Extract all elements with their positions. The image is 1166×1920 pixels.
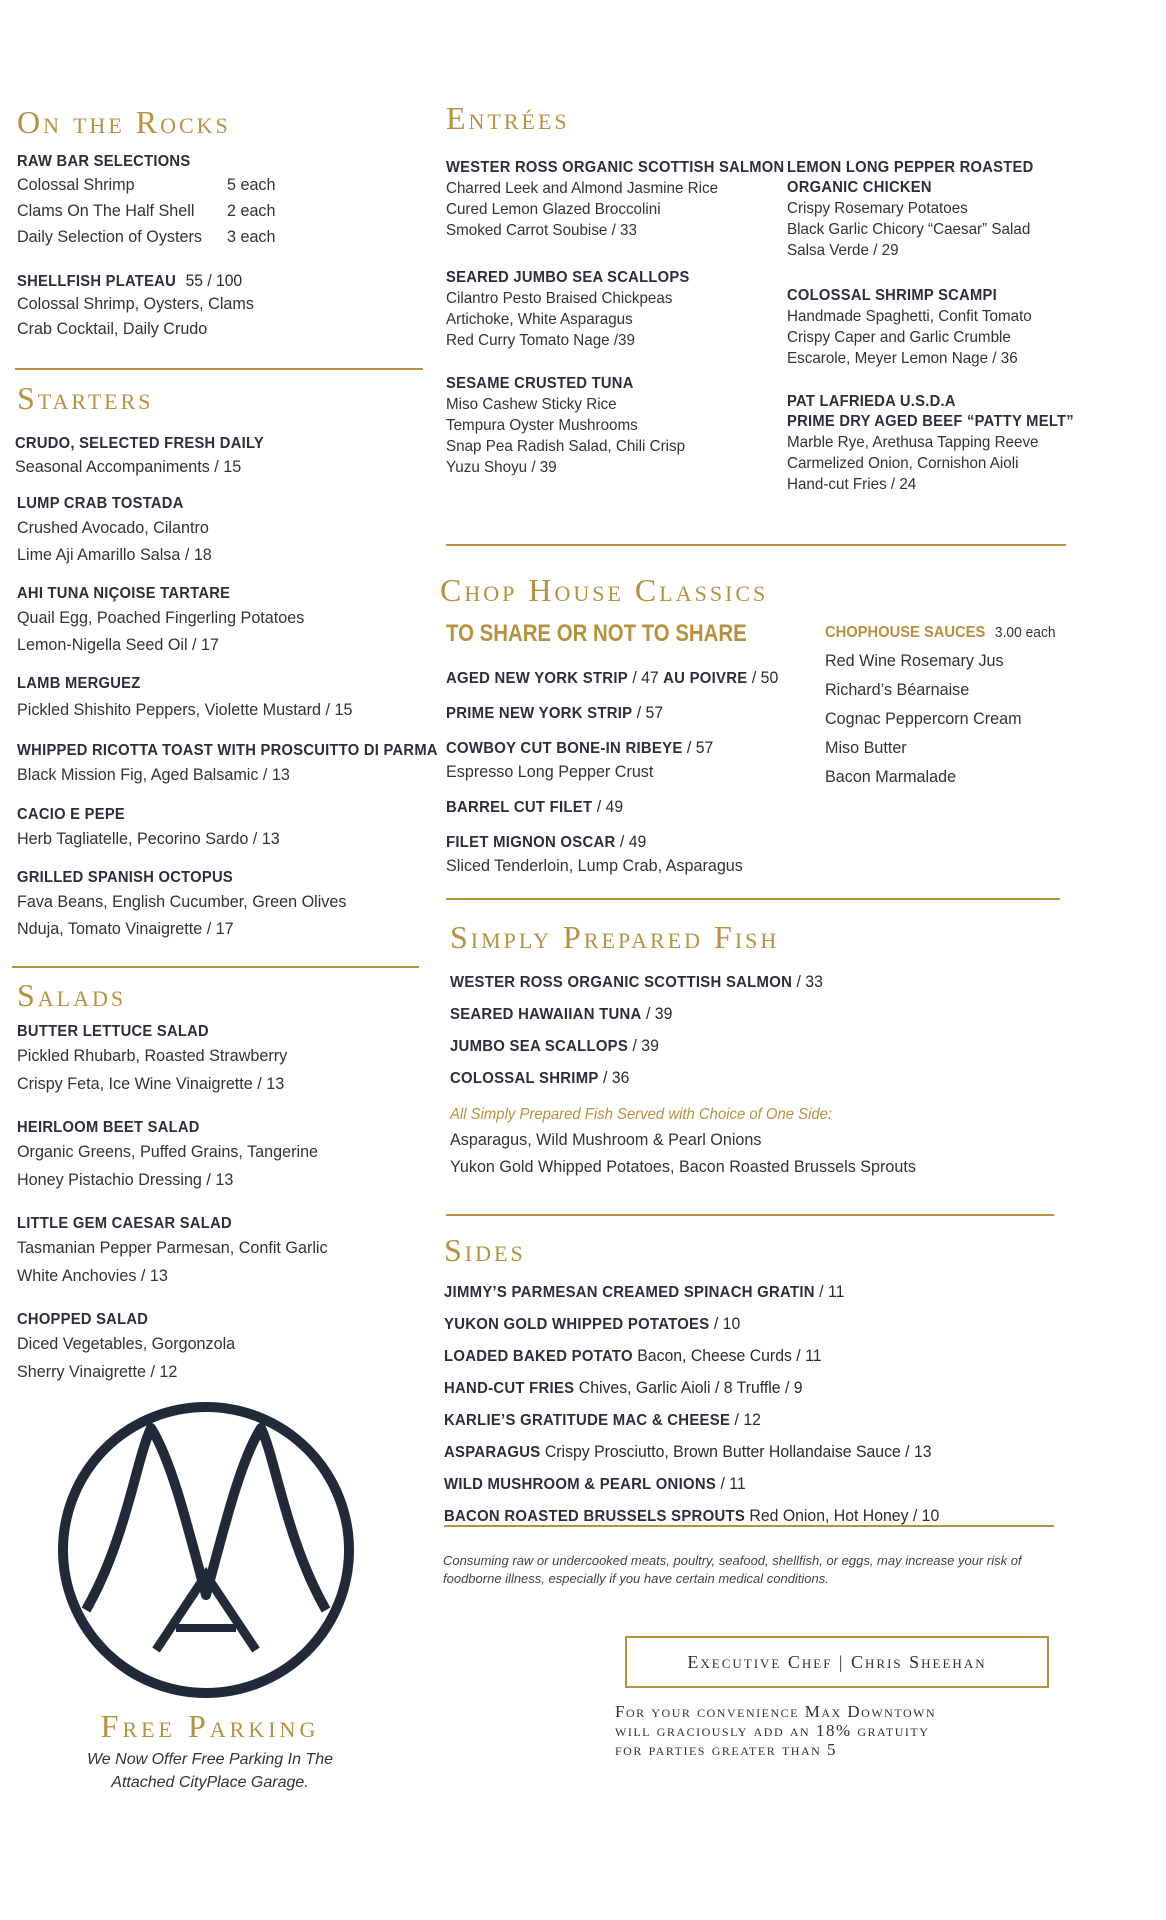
item-desc: Red Curry Tomato Nage /39 [446, 332, 635, 349]
menu-item [17, 584, 319, 658]
item-desc: Crispy Feta, Ice Wine Vinaigrette / 13 [17, 1074, 285, 1093]
side-row [444, 1404, 939, 1436]
item-desc: Seasonal Accompaniments / 15 [15, 457, 242, 476]
fish-heading: Simply Prepared Fish [450, 919, 780, 955]
item-desc: Carmelized Onion, Cornishon Aioli [787, 455, 1019, 472]
steak-name: BARREL CUT FILET [446, 799, 593, 816]
side-name: KARLIE’S GRATITUDE MAC & CHEESE [444, 1412, 731, 1429]
menu-item [446, 374, 698, 478]
steak-name: FILET MIGNON OSCAR [446, 834, 616, 851]
steak-desc: Espresso Long Pepper Crust [446, 762, 654, 781]
disclaimer-line: foodborne illness, especially if you have certain medical conditions. [443, 1571, 829, 1586]
side-row [444, 1308, 939, 1340]
plateau-desc: Colossal Shrimp, Oysters, Clams [17, 294, 254, 313]
side-detail: / 12 [730, 1410, 761, 1429]
item-title: PRIME DRY AGED BEEF “PATTY MELT” [787, 413, 1074, 430]
item-title: LITTLE GEM CAESAR SALAD [17, 1215, 232, 1232]
fish-price: / 39 [641, 1004, 673, 1023]
item-desc: Marble Rye, Arethusa Tapping Reeve [787, 434, 1039, 451]
fish-row [450, 966, 906, 998]
fish-name: JUMBO SEA SCALLOPS [450, 1038, 629, 1055]
share-subtitle [446, 620, 800, 648]
side-detail: Red Onion, Hot Honey / 10 [745, 1506, 940, 1525]
item-desc: Pickled Rhubarb, Roasted Strawberry [17, 1046, 288, 1065]
gratuity-line: For your convenience Max Downtown [615, 1702, 937, 1721]
menu-item [17, 741, 474, 789]
item-title: LUMP CRAB TOSTADA [17, 495, 184, 512]
item-desc: Lemon-Nigella Seed Oil / 17 [17, 635, 219, 654]
fish-name: WESTER ROSS ORGANIC SCOTTISH SALMON [450, 974, 793, 991]
item-title: LAMB MERGUEZ [17, 675, 141, 692]
salads-heading: Salads [17, 977, 127, 1013]
steak-row [446, 830, 781, 855]
menu-item [17, 1118, 334, 1194]
gratuity-note [615, 1702, 1085, 1759]
menu-item [787, 392, 1099, 495]
parking-line: Attached CityPlace Garage. [111, 1774, 309, 1791]
raw-bar-item-price: 3 each [227, 227, 276, 246]
sauces-price: 3.00 each [994, 624, 1056, 641]
item-title: LEMON LONG PEPPER ROASTED [787, 159, 1034, 176]
max-logo-icon [56, 1400, 356, 1700]
side-detail: / 11 [716, 1474, 746, 1493]
item-desc: Black Garlic Chicory “Caesar” Salad [787, 221, 1031, 238]
sauce-item: Red Wine Rosemary Jus [825, 651, 1004, 670]
raw-bar-item-name: Clams On The Half Shell [17, 201, 195, 220]
free-parking-text [40, 1748, 380, 1794]
menu-item [787, 158, 1055, 261]
sauces-title: CHOPHOUSE SAUCES [825, 624, 986, 641]
side-name: ASPARAGUS [444, 1444, 541, 1461]
divider [446, 898, 1060, 900]
raw-bar-title: RAW BAR SELECTIONS [17, 153, 191, 170]
item-desc: Herb Tagliatelle, Pecorino Sardo / 13 [17, 829, 280, 848]
item-desc: Escarole, Meyer Lemon Nage / 36 [787, 350, 1018, 367]
fish-price: / 39 [628, 1036, 659, 1055]
raw-bar-item-name: Daily Selection of Oysters [17, 227, 202, 246]
item-title: AHI TUNA NIÇOISE TARTARE [17, 585, 231, 602]
side-detail: / 10 [709, 1314, 741, 1333]
item-title: HEIRLOOM BEET SALAD [17, 1119, 200, 1136]
item-desc: Honey Pistachio Dressing / 13 [17, 1170, 234, 1189]
item-desc: Pickled Shishito Peppers, Violette Mustard / 15 [17, 700, 353, 719]
gratuity-line: will graciously add an 18% gratuity [615, 1721, 930, 1740]
executive-chef-box [625, 1636, 1049, 1688]
item-desc: Fava Beans, English Cucumber, Green Olives [17, 892, 347, 911]
menu-item [787, 286, 1045, 369]
fish-row [450, 1030, 906, 1062]
item-title: CACIO E PEPE [17, 806, 126, 823]
fish-note [450, 1104, 906, 1126]
raw-bar-item-name: Colossal Shrimp [17, 175, 135, 194]
steak-price: / 57 [632, 703, 664, 722]
item-desc: Smoked Carrot Soubise / 33 [446, 222, 637, 239]
plateau-desc: Crab Cocktail, Daily Crudo [17, 319, 208, 338]
fish-name: SEARED HAWAIIAN TUNA [450, 1006, 642, 1023]
steak-row [446, 736, 781, 761]
side-detail: / 11 [814, 1282, 845, 1301]
item-desc: Cilantro Pesto Braised Chickpeas [446, 290, 673, 307]
raw-bar-item-price: 2 each [227, 201, 276, 220]
on-the-rocks-heading: On the Rocks [17, 104, 231, 140]
steak-price: / 47 [627, 668, 664, 687]
side-name: YUKON GOLD WHIPPED POTATOES [444, 1316, 710, 1333]
steak-desc: Sliced Tenderloin, Lump Crab, Asparagus [446, 856, 743, 875]
steak-name: PRIME NEW YORK STRIP [446, 705, 633, 722]
menu-item [17, 494, 222, 568]
disclaimer-line: Consuming raw or undercooked meats, poultry, seafood, shellfish, or eggs, may increase your risk of [443, 1553, 1022, 1568]
side-name: BACON ROASTED BRUSSELS SPROUTS [444, 1508, 746, 1525]
item-title: GRILLED SPANISH OCTOPUS [17, 869, 233, 886]
fish-row [450, 1062, 906, 1094]
menu-item [446, 158, 814, 241]
fish-note-text: All Simply Prepared Fish Served with Choice of One Side: [450, 1106, 833, 1123]
item-title: CHOPPED SALAD [17, 1311, 149, 1328]
food-disclaimer [443, 1552, 1083, 1588]
side-row [444, 1276, 939, 1308]
steak-name: AU POIVRE [663, 670, 748, 687]
side-row [444, 1436, 939, 1468]
item-desc: Organic Greens, Puffed Grains, Tangerine [17, 1142, 319, 1161]
menu-item [17, 674, 370, 726]
item-title: ORGANIC CHICKEN [787, 179, 932, 196]
divider [15, 368, 423, 370]
item-desc: Salsa Verde / 29 [787, 242, 899, 259]
item-desc: Crispy Caper and Garlic Crumble [787, 329, 1011, 346]
steak-row [446, 701, 781, 726]
side-row [444, 1340, 939, 1372]
steak-price: / 57 [682, 738, 714, 757]
steak-name: COWBOY CUT BONE-IN RIBEYE [446, 740, 683, 757]
item-title: SEARED JUMBO SEA SCALLOPS [446, 269, 690, 286]
side-row [444, 1500, 939, 1532]
entrees-heading: Entrées [446, 100, 570, 136]
parking-line: We Now Offer Free Parking In The [86, 1751, 333, 1768]
item-desc: Tempura Oyster Mushrooms [446, 417, 638, 434]
steak-price: / 49 [592, 797, 624, 816]
item-desc: Lime Aji Amarillo Salsa / 18 [17, 545, 212, 564]
item-desc: Handmade Spaghetti, Confit Tomato [787, 308, 1032, 325]
side-name: JIMMY’S PARMESAN CREAMED SPINACH GRATIN [444, 1284, 815, 1301]
plateau-title: SHELLFISH PLATEAU [17, 273, 176, 290]
item-desc: Yuzu Shoyu / 39 [446, 459, 557, 476]
fish-name: COLOSSAL SHRIMP [450, 1070, 599, 1087]
item-title: PAT LAFRIEDA U.S.D.A [787, 393, 956, 410]
menu-item [17, 1022, 301, 1098]
item-desc: Sherry Vinaigrette / 12 [17, 1362, 178, 1381]
item-desc: Black Mission Fig, Aged Balsamic / 13 [17, 765, 290, 784]
item-desc: Crushed Avocado, Cilantro [17, 518, 209, 537]
item-desc: Quail Egg, Poached Fingerling Potatoes [17, 608, 305, 627]
menu-item [15, 434, 286, 480]
sauces-list [825, 624, 1076, 791]
fish-row [450, 998, 906, 1030]
item-desc: Hand-cut Fries / 24 [787, 476, 917, 493]
sides-heading: Sides [444, 1232, 526, 1268]
side-detail: Bacon, Cheese Curds / 11 [632, 1346, 822, 1365]
divider [446, 544, 1066, 546]
item-desc: Artichoke, White Asparagus [446, 311, 633, 328]
executive-chef-text: Executive Chef | Chris Sheehan [687, 1652, 987, 1672]
item-title: COLOSSAL SHRIMP SCAMPI [787, 287, 998, 304]
menu-item [17, 1214, 344, 1290]
side-detail: Crispy Prosciutto, Brown Butter Hollandaise Sauce / 13 [540, 1442, 932, 1461]
steak-row [446, 666, 781, 691]
side-name: LOADED BAKED POTATO [444, 1348, 633, 1365]
raw-bar-section [17, 152, 276, 252]
steak-price: / 50 [747, 668, 779, 687]
starters-heading: Starters [17, 380, 154, 416]
side-name: HAND-CUT FRIES [444, 1380, 575, 1397]
divider [12, 966, 419, 968]
gratuity-line: for parties greater than 5 [615, 1740, 838, 1759]
sauce-item: Cognac Peppercorn Cream [825, 709, 1022, 728]
sauce-item: Miso Butter [825, 738, 907, 757]
divider [444, 1525, 1054, 1527]
item-title: SESAME CRUSTED TUNA [446, 375, 634, 392]
item-desc: Tasmanian Pepper Parmesan, Confit Garlic [17, 1238, 328, 1257]
item-desc: Charred Leek and Almond Jasmine Rice [446, 180, 719, 197]
fish-list [450, 966, 940, 1180]
divider [446, 1214, 1054, 1216]
side-row [444, 1372, 939, 1404]
sauce-item: Richard’s Béarnaise [825, 680, 970, 699]
menu-item [446, 268, 711, 351]
item-title: WHIPPED RICOTTA TOAST WITH PROSCUITTO DI PARMA [17, 742, 438, 759]
item-title: CRUDO, SELECTED FRESH DAILY [15, 435, 265, 452]
item-desc: Nduja, Tomato Vinaigrette / 17 [17, 919, 234, 938]
steak-row [446, 795, 781, 820]
steak-list [446, 666, 806, 877]
free-parking-title: Free Parking [100, 1708, 320, 1744]
shellfish-plateau [17, 271, 266, 341]
item-desc: White Anchovies / 13 [17, 1266, 168, 1285]
fish-price: / 33 [792, 972, 823, 991]
side-row [444, 1468, 939, 1500]
menu-item [17, 1310, 247, 1386]
share-subtitle-text: TO SHARE OR NOT TO SHARE [446, 620, 747, 647]
chophouse-heading: Chop House Classics [440, 572, 769, 608]
side-name: WILD MUSHROOM & PEARL ONIONS [444, 1476, 717, 1493]
item-desc: Cured Lemon Glazed Broccolini [446, 201, 661, 218]
item-title: BUTTER LETTUCE SALAD [17, 1023, 209, 1040]
item-title: WESTER ROSS ORGANIC SCOTTISH SALMON [446, 159, 785, 176]
fish-side: Asparagus, Wild Mushroom & Pearl Onions [450, 1130, 762, 1149]
menu-item [17, 805, 294, 853]
steak-name: AGED NEW YORK STRIP [446, 670, 628, 687]
item-desc: Miso Cashew Sticky Rice [446, 396, 617, 413]
fish-price: / 36 [598, 1068, 630, 1087]
sides-list [444, 1276, 977, 1532]
fish-side: Yukon Gold Whipped Potatoes, Bacon Roasted Brussels Sprouts [450, 1157, 916, 1176]
raw-bar-item-price: 5 each [227, 175, 276, 194]
menu-item [17, 868, 364, 942]
side-detail: Chives, Garlic Aioli / 8 Truffle / 9 [574, 1378, 803, 1397]
steak-price: / 49 [615, 832, 647, 851]
plateau-price: 55 / 100 [185, 271, 243, 290]
item-desc: Snap Pea Radish Salad, Chili Crisp [446, 438, 686, 455]
item-desc: Diced Vegetables, Gorgonzola [17, 1334, 236, 1353]
sauce-item: Bacon Marmalade [825, 767, 957, 786]
item-desc: Crispy Rosemary Potatoes [787, 200, 968, 217]
